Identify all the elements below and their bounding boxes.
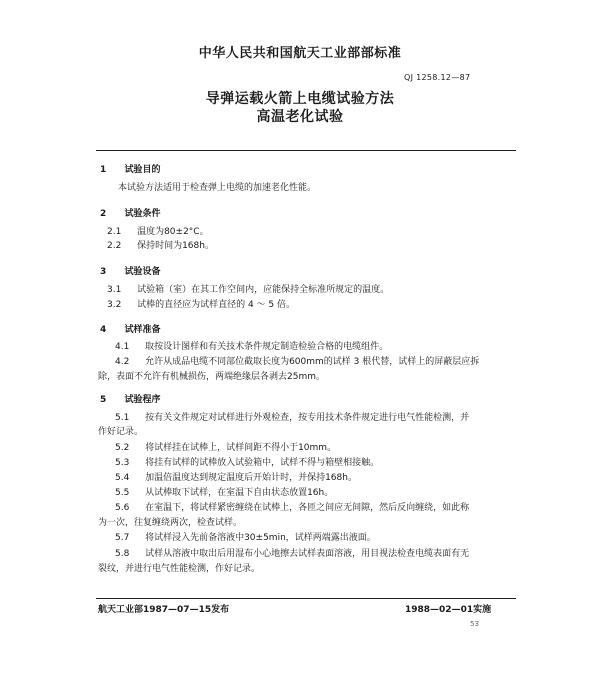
clause-number: 5.1 [115, 413, 130, 423]
section-3-heading [100, 264, 161, 277]
clause-2-1 [107, 224, 209, 237]
clause-5-3 [115, 455, 379, 468]
page-number: 53 [470, 620, 479, 628]
clause-text: 试验箱（室）在其工作空间内，应能保持全标准所规定的温度。 [137, 285, 390, 295]
clause-number: 2.2 [107, 241, 122, 251]
section-title: 试验条件 [124, 209, 161, 219]
section-title: 试样准备 [124, 325, 161, 335]
standard-code: QJ 1258.12—87 [404, 73, 471, 82]
section-title: 试验目的 [124, 165, 161, 175]
clause-text: 温度为80±2°C。 [137, 227, 209, 237]
clause-text: 加温倍温度达到规定温度后开始计时，并保持168h。 [145, 473, 357, 483]
clause-number: 3.2 [107, 300, 122, 310]
clause-3-1 [107, 282, 389, 295]
clause-5-1-continued: 作好记录。 [98, 427, 144, 437]
clause-text: 将挂有试样的试棒放入试验箱中，试样不得与箱壁相接触。 [145, 458, 380, 468]
page-title: 导弹运载火箭上电缆试验方法 [205, 91, 395, 107]
page-subtitle: 高温老化试验 [256, 109, 344, 125]
effective-date: 1988—02—01实施 [405, 605, 492, 615]
clause-2-2 [107, 238, 214, 251]
clause-5-2 [115, 440, 336, 453]
section-number: 5 [100, 395, 107, 405]
clause-number: 4.1 [115, 342, 130, 352]
clause-number: 5.7 [115, 533, 130, 543]
section-title: 试验程序 [124, 395, 161, 405]
clause-number: 5.6 [115, 503, 130, 513]
clause-5-8 [115, 546, 469, 559]
clause-text: 将试样挂在试棒上，试样间距不得小于10mm。 [145, 443, 337, 453]
clause-5-5 [115, 485, 333, 498]
clause-text: 试棒的直径应为试样直径的 4 ～ 5 倍。 [137, 300, 295, 310]
clause-5-6-continued: 为一次，往复缠绕两次，检查试样。 [98, 518, 243, 528]
section-title: 试验设备 [124, 267, 161, 277]
clause-3-2 [107, 297, 295, 310]
section-number: 4 [100, 325, 107, 335]
clause-text: 试样从溶液中取出后用湿布小心地擦去试样表面溶液，用目视法检查电缆表面有无 [145, 549, 470, 559]
clause-text: 按有关文件规定对试样进行外观检查，按专用技术条件规定进行电气性能检测，并 [145, 413, 470, 423]
section-number: 3 [100, 267, 107, 277]
clause-text: 在室温下，将试样紧密缠绕在试棒上，各匝之间应无间隙，然后反向缠绕，如此称 [145, 503, 470, 513]
section-5-heading [100, 392, 161, 405]
clause-number: 3.1 [107, 285, 122, 295]
standard-org: 中华人民共和国航天工业部部标准 [198, 46, 402, 61]
section-1-heading [100, 162, 161, 175]
issue-date: 航天工业部1987—07—15发布 [98, 605, 230, 615]
clause-number: 4.2 [115, 357, 130, 367]
clause-4-1 [115, 339, 388, 352]
clause-text: 允许从成品电缆不同部位截取长度为600mm的试样 3 根代替，试样上的屏蔽层应拆 [145, 357, 480, 367]
clause-number: 5.3 [115, 458, 130, 468]
clause-text: 保持时间为168h。 [137, 241, 214, 251]
clause-number: 5.2 [115, 443, 130, 453]
clause-4-2-continued: 除，表面不允许有机械损伤，两端绝缘层各剥去25mm。 [98, 372, 325, 382]
clause-number: 2.1 [107, 227, 122, 237]
section-number: 1 [100, 165, 107, 175]
clause-5-1 [115, 410, 469, 423]
clause-5-4 [115, 470, 357, 483]
clause-text: 将试样浸入先前备溶液中30±5min，试样两端露出液面。 [145, 533, 376, 543]
clause-5-6 [115, 500, 469, 513]
clause-text: 从试棒取下试样，在室温下自由状态放置16h。 [145, 488, 334, 498]
clause-number: 5.5 [115, 488, 130, 498]
clause-5-7 [115, 530, 376, 543]
header-rule [96, 150, 516, 151]
clause-number: 5.4 [115, 473, 130, 483]
clause-5-8-continued: 裂纹，并进行电气性能检测，作好记录。 [98, 564, 261, 574]
clause-4-2 [115, 354, 479, 367]
section-2-heading [100, 206, 161, 219]
clause-text: 取按设计图样和有关技术条件规定制造检验合格的电缆组件。 [145, 342, 389, 352]
section-1-paragraph: 本试验方法适用于检查弹上电缆的加速老化性能。 [118, 183, 317, 193]
section-4-heading [100, 322, 161, 335]
clause-number: 5.8 [115, 549, 130, 559]
footer-rule [96, 598, 516, 599]
section-number: 2 [100, 209, 107, 219]
